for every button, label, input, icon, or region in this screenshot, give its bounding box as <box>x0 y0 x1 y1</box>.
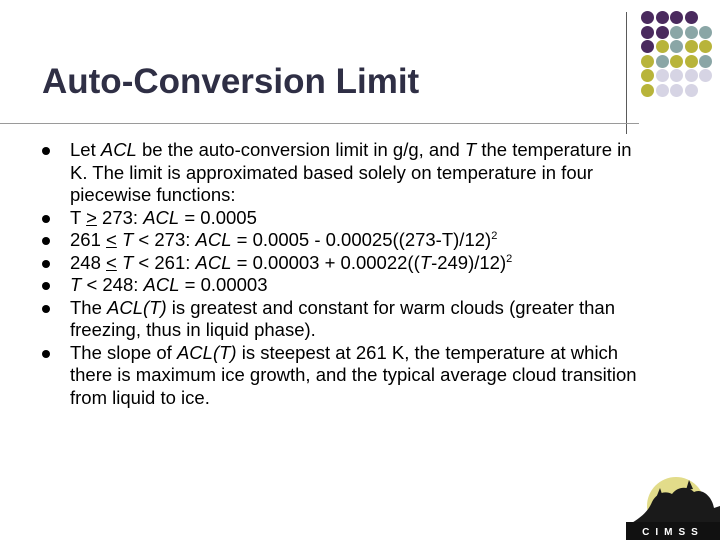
decorative-dot <box>641 11 654 24</box>
vertical-rule <box>626 12 627 134</box>
decorative-dot <box>670 69 683 82</box>
decorative-dot <box>641 55 654 68</box>
cimss-logo <box>626 472 720 540</box>
decorative-dot <box>685 26 698 39</box>
bullet-item: T < 248: ACL = 0.00003 <box>42 274 642 297</box>
decorative-dot <box>699 55 712 68</box>
decorative-dot <box>656 69 669 82</box>
decorative-dot <box>641 26 654 39</box>
bullet-item: T > 273: ACL = 0.0005 <box>42 207 642 230</box>
logo-silhouette <box>630 488 720 524</box>
decorative-dot <box>656 26 669 39</box>
decorative-dot <box>670 40 683 53</box>
decorative-dot <box>685 11 698 24</box>
decorative-dot <box>656 55 669 68</box>
decorative-dot <box>685 84 698 97</box>
bullet-item: 248 < T < 261: ACL = $0.00003 + 0.00022((T-249)/12)^2$ <box>42 252 642 275</box>
bullet-item: Let ACL be the auto-conversion limit in g/g, and T the temperature in K. The limit is approximated based solely on temperature in four piecewise functions: <box>42 139 642 207</box>
decorative-dot <box>641 84 654 97</box>
decorative-dot <box>656 11 669 24</box>
decorative-dot <box>670 84 683 97</box>
decorative-dot <box>670 26 683 39</box>
decorative-dot <box>699 40 712 53</box>
decorative-dot <box>670 55 683 68</box>
decorative-dot <box>685 40 698 53</box>
decorative-dot <box>670 11 683 24</box>
decorative-dot <box>656 84 669 97</box>
bullet-item: 261 < T < 273: ACL = $0.0005 - 0.00025((273-T)/12)^2$ <box>42 229 642 252</box>
decorative-dot <box>641 40 654 53</box>
decorative-dot <box>699 26 712 39</box>
decorative-dot-grid <box>0 0 720 140</box>
slide-title: Auto-Conversion Limit <box>42 62 420 101</box>
bullet-list <box>42 139 642 409</box>
decorative-dot <box>656 40 669 53</box>
bullet-item: The slope of ACL(T) is steepest at 261 K, the temperature at which there is maximum ice growth, and the typical average cloud transition from liquid to ice. <box>42 342 642 410</box>
logo-text: CIMSS <box>642 527 704 538</box>
decorative-dot <box>699 69 712 82</box>
bullet-item: The ACL(T) is greatest and constant for warm clouds (greater than freezing, thus in liquid phase). <box>42 297 642 342</box>
decorative-dot <box>641 69 654 82</box>
decorative-dot <box>685 55 698 68</box>
decorative-dot <box>685 69 698 82</box>
title-divider <box>0 123 639 124</box>
